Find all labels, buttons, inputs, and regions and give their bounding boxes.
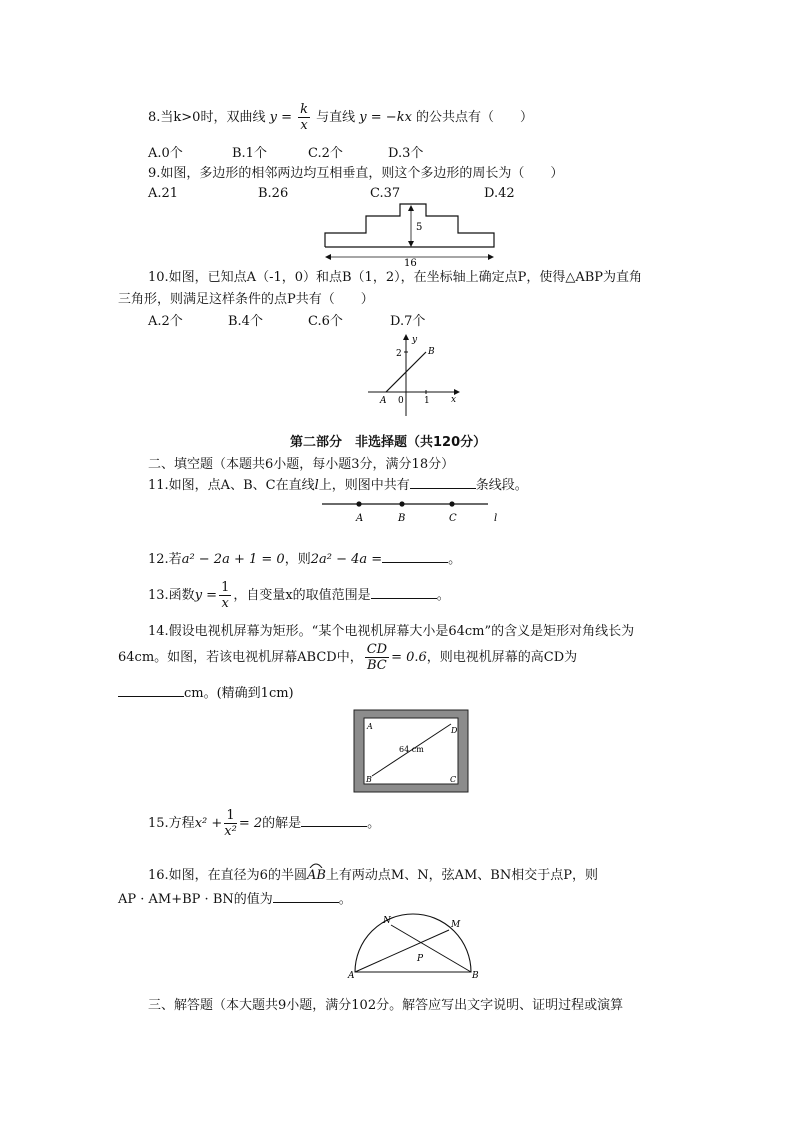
q15-prefix: 15.方程	[148, 816, 195, 831]
q10-point-b-label: B	[428, 347, 435, 357]
q15-term1: x² +	[194, 816, 223, 831]
q16-line1-a: 16.如图，在直径为6的半圆	[148, 868, 307, 883]
q16-label-m: M	[451, 920, 461, 930]
q12-eq2: 2a² − 4a =	[310, 552, 383, 567]
q15-num: 1	[224, 808, 237, 824]
q14-diagonal-label: 64 cm	[399, 745, 424, 754]
q11-point-c	[449, 501, 454, 506]
q11-label-c: C	[449, 513, 457, 524]
q8-suffix: 的公共点有（ ）	[416, 110, 534, 125]
q12-answer-blank	[382, 550, 448, 563]
q10-option-a: A.2个	[148, 314, 183, 329]
q14-line2-b: ，则电视机屏幕的高CD为	[426, 650, 578, 665]
q12-line	[148, 548, 461, 567]
q12-eq1: a² − 2a + 1 = 0	[181, 552, 285, 567]
part3-section: 三、解答题（本大题共9小题，满分102分。解答应写出文字说明、证明过程或演算	[148, 998, 624, 1013]
q9-arrowhead-left	[325, 254, 331, 260]
q11-point-b	[399, 501, 404, 506]
q12-suffix: 。	[448, 552, 462, 567]
q16-label-p: P	[417, 954, 424, 964]
q15-suffix: 的解是	[262, 816, 302, 831]
q9-option-b: B.26	[258, 186, 289, 201]
q13-line	[148, 578, 450, 614]
q15-answer-blank	[301, 814, 367, 827]
q15-rhs: = 2	[238, 816, 263, 831]
q11-text-a: 11.如图，点A、B、C在直线	[148, 478, 315, 493]
q9-option-c: C.37	[370, 186, 401, 201]
q11-answer-blank	[410, 476, 476, 489]
q14-line2	[118, 640, 577, 676]
q10-origin-label: 0	[398, 396, 404, 406]
q13-den: x	[221, 596, 229, 611]
q14-label-c: C	[450, 775, 457, 784]
q13-suffix: ，自变量x的取值范围是	[233, 588, 371, 603]
q16-label-a: A	[348, 971, 355, 980]
q14-eq-rhs: = 0.6	[391, 650, 427, 665]
q16-arc-symbol-icon	[309, 862, 323, 868]
q16-line2: AP · AM+BP · BN的值为	[118, 892, 273, 907]
q15-fraction	[224, 808, 237, 839]
q10-point-a-label: A	[380, 396, 387, 406]
q16-label-b: B	[472, 971, 479, 980]
q14-den: BC	[367, 658, 387, 673]
q13-lhs: y =	[194, 588, 218, 603]
q11-label-l: l	[494, 513, 498, 524]
part2-section: 二、填空题（本题共6小题，每小题3分，满分18分）	[148, 457, 455, 472]
q15-end: 。	[367, 816, 381, 831]
q9-option-a: A.21	[148, 186, 179, 201]
q11-label-b: B	[398, 513, 406, 524]
q10-y-label: y	[412, 335, 418, 345]
q14-line2-a: 64cm。如图，若该电视机屏幕ABCD中，	[118, 650, 363, 665]
q9-width-label: 16	[404, 258, 417, 266]
q14-answer-blank	[118, 684, 184, 697]
q11-text-c: 条线段。	[475, 478, 528, 493]
q16-arc-notation	[307, 868, 326, 883]
q10-line1: 10.如图，已知点A（-1，0）和点B（1，2），在坐标轴上确定点P，使得△ABP为直角	[148, 270, 643, 285]
q14-label-d: D	[451, 726, 458, 735]
q10-option-b: B.4个	[228, 314, 263, 329]
q10-option-d: D.7个	[390, 314, 426, 329]
q9-stepped-polygon-figure	[318, 200, 502, 266]
q10-coordinate-figure	[362, 330, 464, 418]
q16-chord-bn	[391, 925, 471, 972]
q14-num: CD	[366, 642, 388, 657]
q12-prefix: 12.若	[148, 552, 182, 567]
q16-end: 。	[338, 892, 352, 907]
q15-line	[148, 806, 380, 842]
q10-tick-y-label: 2	[396, 349, 402, 359]
q11-line-figure	[318, 496, 508, 524]
q16-answer-blank	[273, 890, 339, 903]
q13-answer-blank	[371, 586, 437, 599]
q15-den: x²	[224, 824, 237, 839]
q10-option-c: C.6个	[308, 314, 343, 329]
q9-arrowhead-down	[408, 241, 414, 247]
q8-option-d: D.3个	[388, 146, 424, 161]
q16-arc-label: AB	[306, 868, 326, 883]
q14-tv-screen-figure	[352, 708, 470, 794]
q14-line3-wrap	[118, 682, 294, 701]
q8-fraction-num: k	[300, 102, 308, 117]
q9-option-d: D.42	[484, 186, 515, 201]
q14-line1: 14.假设电视机屏幕为矩形。“某个电视机屏幕大小是64cm”的含义是矩形对角线长为	[148, 624, 635, 639]
q8-option-c: C.2个	[308, 146, 343, 161]
q8-fraction	[298, 102, 310, 133]
q8-option-a: A.0个	[148, 146, 183, 161]
q13-prefix: 13.函数	[148, 588, 195, 603]
q14-label-a: A	[367, 722, 373, 731]
q8-option-b: B.1个	[232, 146, 267, 161]
q11-text-b: 上，则图中共有	[318, 478, 410, 493]
q10-y-arrow	[403, 334, 409, 340]
q13-end: 。	[436, 588, 450, 603]
q16-label-n: N	[383, 916, 391, 926]
q9-text: 9.如图，多边形的相邻两边均互相垂直，则这个多边形的周长为（ ）	[148, 166, 564, 181]
q11-label-a: A	[356, 513, 364, 524]
q8-line	[148, 100, 533, 136]
q16-line1	[148, 864, 598, 883]
q11-line	[148, 474, 528, 493]
q10-tick-x-label: 1	[424, 396, 430, 406]
q9-arrowhead-right	[488, 254, 494, 260]
q10-x-label: x	[451, 395, 457, 405]
q8-middle: 与直线	[316, 110, 356, 125]
q13-num: 1	[221, 580, 230, 595]
q9-height-label: 5	[416, 222, 423, 233]
q8-fraction-den: x	[300, 118, 308, 133]
part2-title: 第二部分 非选择题（共120分）	[290, 435, 487, 450]
q9-arrowhead-up	[408, 205, 414, 211]
q16-line1-b: 上有两动点M、N，弦AM、BN相交于点P，则	[325, 868, 598, 883]
q12-mid: ，则	[284, 552, 311, 567]
q14-label-b: B	[366, 775, 372, 784]
q8-eq2: y = −kx	[359, 110, 412, 125]
q13-fraction	[219, 580, 231, 611]
q11-line-name: l	[314, 478, 319, 493]
q16-semicircle-figure	[345, 912, 481, 980]
q16-line2-wrap	[118, 888, 352, 907]
q11-point-a	[356, 501, 361, 506]
q14-fraction	[365, 642, 389, 673]
q8-prefix: 8.当k>0时，双曲线	[148, 110, 266, 125]
q10-line2: 三角形，则满足这样条件的点P共有（ ）	[118, 292, 374, 307]
q8-eq1-lhs: y =	[269, 110, 292, 125]
q14-line3: cm。(精确到1cm)	[184, 686, 294, 701]
